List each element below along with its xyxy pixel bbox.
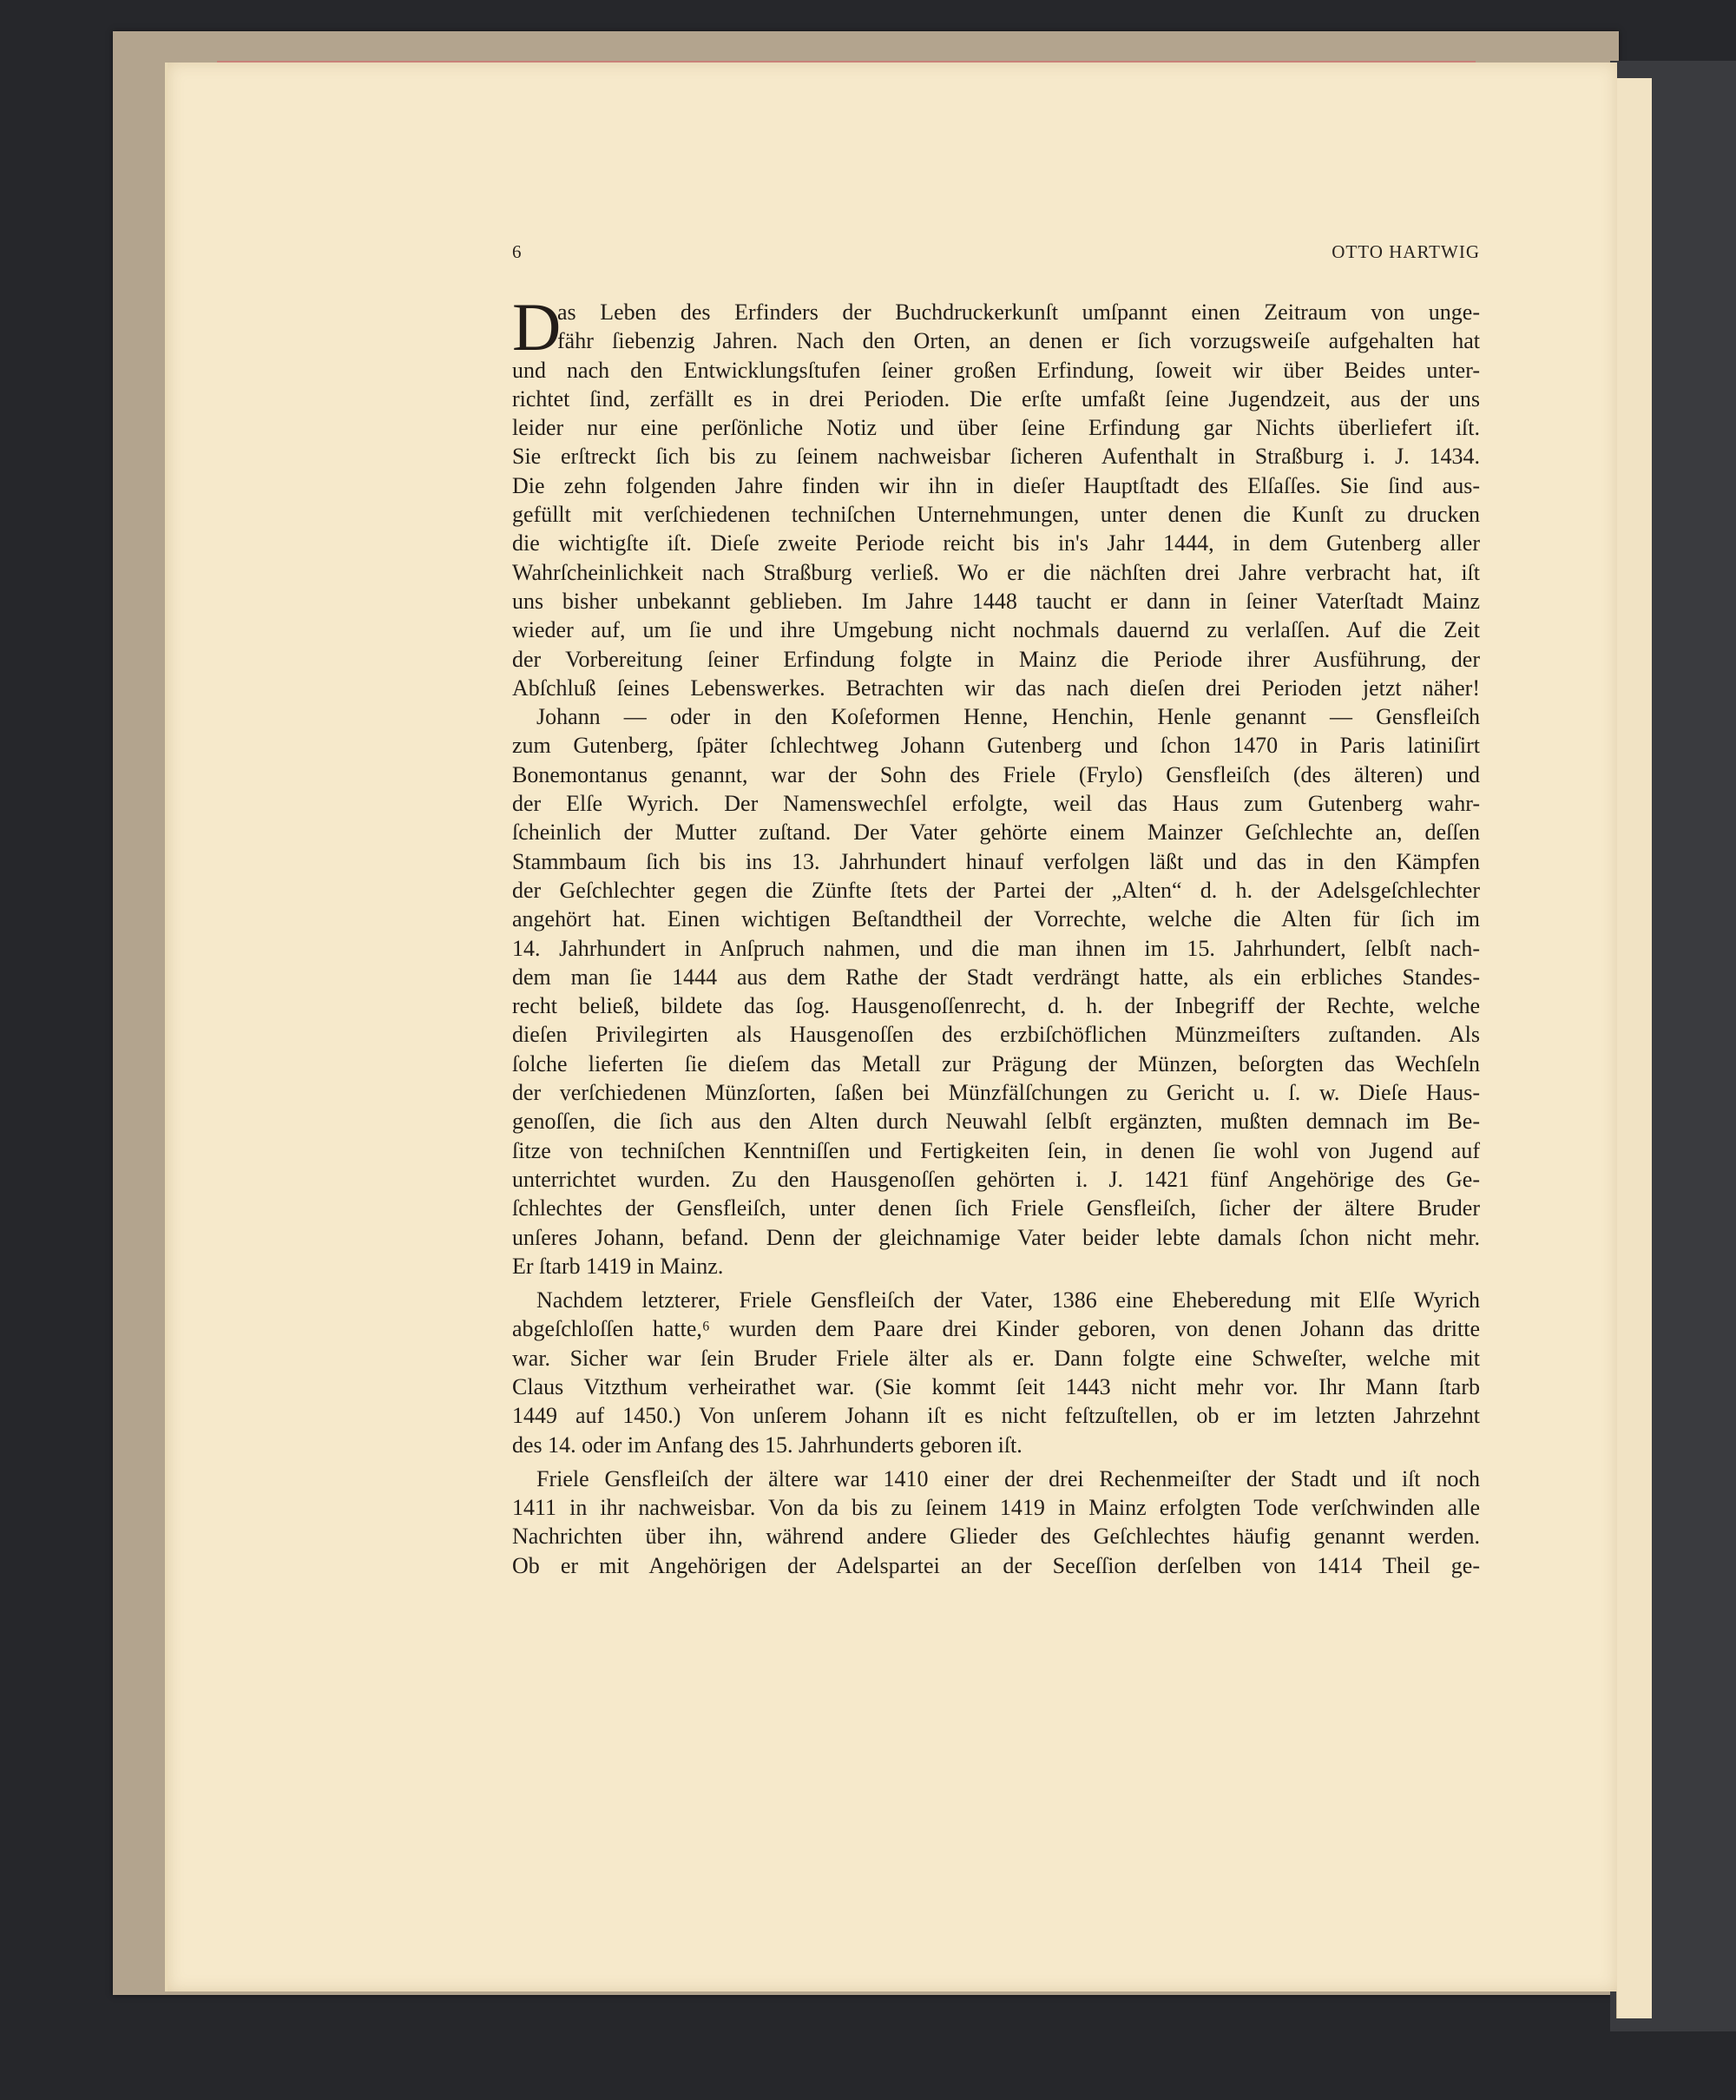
text-line: genoſſen, die ſich aus den Alten durch Neuwahl ſelbſt ergänzten, mußten demnach im Be-	[512, 1109, 1480, 1135]
text-line: der Elſe Wyrich. Der Namenswechſel erfolgte, weil das Haus zum Gutenberg wahr-	[512, 791, 1480, 817]
text-line: und nach den Entwicklungsſtufen ſeiner großen Erfindung, ſoweit wir über Beides unter-	[512, 357, 1480, 383]
text-line: as Leben des Erfinders der Buchdruckerkunſt umſpannt einen Zeitraum von unge-	[557, 300, 1480, 325]
text-line: Johann — oder in den Koſeformen Henne, Henchin, Henle genannt — Gensfleiſch	[536, 704, 1480, 730]
text-line: der verſchiedenen Münzſorten, ſaßen bei Münzfälſchungen zu Gericht u. ſ. w. Dieſe Haus-	[512, 1080, 1480, 1106]
text-line: recht beließ, bildete das ſog. Hausgenoſſenrecht, d. h. der Inbegriff der Rechte, welche	[512, 993, 1480, 1019]
text-line: unſeres Johann, befand. Denn der gleichnamige Vater beider lebte damals ſchon nicht mehr.	[512, 1224, 1480, 1250]
running-head	[512, 241, 1480, 267]
text-line: der Vorbereitung ſeiner Erfindung folgte in Mainz die Periode ihrer Ausführung, der	[512, 646, 1480, 672]
text-line: Stammbaum ſich bis ins 13. Jahrhundert hinauf verfolgen läßt und das in den Kämpfen	[512, 848, 1480, 874]
body-text	[512, 289, 1480, 1580]
text-line: unterrichtet wurden. Zu den Hausgenoſſen gehörten i. J. 1421 fünf Angehörige des Ge-	[512, 1166, 1480, 1192]
running-head-author: OTTO HARTWIG	[1332, 241, 1480, 262]
text-line: Er ſtarb 1419 in Mainz.	[512, 1253, 724, 1279]
text-line: ſitze von techniſchen Kenntniſſen und Fertigkeiten ſein, in denen ſie wohl von Jugend auf	[512, 1137, 1480, 1163]
text-line: die wichtigſte iſt. Dieſe zweite Periode reicht bis in's Jahr 1444, in dem Gutenberg aller	[512, 530, 1480, 556]
text-line: gefüllt mit verſchiedenen techniſchen Unternehmungen, unter denen die Kunſt zu drucken	[512, 502, 1480, 528]
paragraph	[512, 289, 1480, 702]
text-line: Die zehn folgenden Jahre finden wir ihn in dieſer Hauptſtadt des Elſaſſes. Sie ſind aus-	[512, 472, 1480, 498]
page-edge-trace	[217, 61, 1476, 63]
text-line: ſchlechtes der Gensfleiſch, unter denen ſich Friele Gensfleiſch, ſicher der ältere Bruder	[512, 1195, 1480, 1221]
text-line: des 14. oder im Anfang des 15. Jahrhunderts geboren iſt.	[512, 1432, 1023, 1458]
text-line: uns bisher unbekannt geblieben. Im Jahre 1448 taucht er dann in ſeiner Vaterſtadt Mainz	[512, 588, 1480, 614]
text-line: der Geſchlechter gegen die Zünfte ſtets der Partei der „Alten“ d. h. der Adelsgeſchlechter	[512, 877, 1480, 903]
text-line: 1449 auf 1450.) Von unſerem Johann iſt es nicht feſtzuſtellen, ob er im letzten Jahrzehnt	[512, 1403, 1480, 1429]
text-line: angehört hat. Einen wichtigen Beſtandtheil der Vorrechte, welche die Alten für ſich im	[512, 906, 1480, 932]
text-line: Wahrſcheinlichkeit nach Straßburg verließ. Wo er die nächſten drei Jahre verbracht hat, iſt	[512, 559, 1480, 585]
page-number: 6	[512, 241, 523, 262]
text-line: Abſchluß ſeines Lebenswerkes. Betrachten wir das nach dieſen drei Perioden jetzt näher!	[512, 675, 1480, 701]
paragraph	[512, 702, 1480, 1280]
paragraph	[512, 1465, 1480, 1580]
text-line: Nachdem letzterer, Friele Gensfleiſch der Vater, 1386 eine Eheberedung mit Elſe Wyrich	[536, 1287, 1480, 1313]
text-line: Nachrichten über ihn, während andere Glieder des Geſchlechtes häufig genannt werden.	[512, 1524, 1480, 1550]
text-line: wieder auf, um ſie und ihre Umgebung nicht nochmals dauernd zu verlaſſen. Auf die Zeit	[512, 617, 1480, 643]
text-line: abgeſchloſſen hatte,⁶ wurden dem Paare drei Kinder geboren, von denen Johann das dritte	[512, 1316, 1480, 1342]
text-line: 14. Jahrhundert in Anſpruch nahmen, und die man ihnen im 15. Jahrhundert, ſelbſt nach-	[512, 935, 1480, 961]
text-line: Claus Vitzthum verheirathet war. (Sie kommt ſeit 1443 nicht mehr vor. Ihr Mann ſtarb	[512, 1373, 1480, 1399]
text-line: zum Gutenberg, ſpäter ſchlechtweg Johann Gutenberg und ſchon 1470 in Paris latiniſirt	[512, 733, 1480, 759]
text-line: Sie erſtreckt ſich bis zu ſeinem nachweisbar ſicheren Aufenthalt in Straßburg i. J. 1434.	[512, 444, 1480, 470]
text-line: ſolche lieferten ſie dieſem das Metall zur Prägung der Münzen, beſorgten das Wechſeln	[512, 1050, 1480, 1076]
drop-initial: D	[512, 289, 562, 365]
facing-page-edge	[1616, 78, 1652, 2018]
text-line: 1411 in ihr nachweisbar. Von da bis zu ſeinem 1419 in Mainz erfolgten Tode verſchwinden alle	[512, 1495, 1480, 1521]
text-line: dieſen Privilegirten als Hausgenoſſen des erzbiſchöflichen Münzmeiſters zuſtanden. Als	[512, 1022, 1480, 1048]
paragraph	[512, 1286, 1480, 1459]
text-line: war. Sicher war ſein Bruder Friele älter als er. Dann folgte eine Schweſter, welche mit	[512, 1345, 1480, 1371]
text-line: fähr ſiebenzig Jahren. Nach den Orten, an denen er ſich vorzugsweiſe aufgehalten hat	[557, 328, 1480, 354]
text-line: Ob er mit Angehörigen der Adelspartei an der Seceſſion derſelben von 1414 Theil ge-	[512, 1552, 1480, 1578]
text-line: Friele Gensfleiſch der ältere war 1410 einer der drei Rechenmeiſter der Stadt und iſt noch	[536, 1465, 1480, 1491]
text-line: ſcheinlich der Mutter zuſtand. Der Vater gehörte einem Mainzer Geſchlechte an, deſſen	[512, 820, 1480, 846]
text-line: dem man ſie 1444 aus dem Rathe der Stadt verdrängt hatte, als ein erbliches Standes-	[512, 964, 1480, 990]
text-line: richtet ſind, zerfällt es in drei Perioden. Die erſte umfaßt ſeine Jugendzeit, aus der uns	[512, 385, 1480, 411]
text-line: Bonemontanus genannt, war der Sohn des Friele (Frylo) Gensfleiſch (des älteren) und	[512, 761, 1480, 787]
text-line: leider nur eine perſönliche Notiz und über ſeine Erfindung gar Nichts überliefert iſt.	[512, 415, 1480, 441]
